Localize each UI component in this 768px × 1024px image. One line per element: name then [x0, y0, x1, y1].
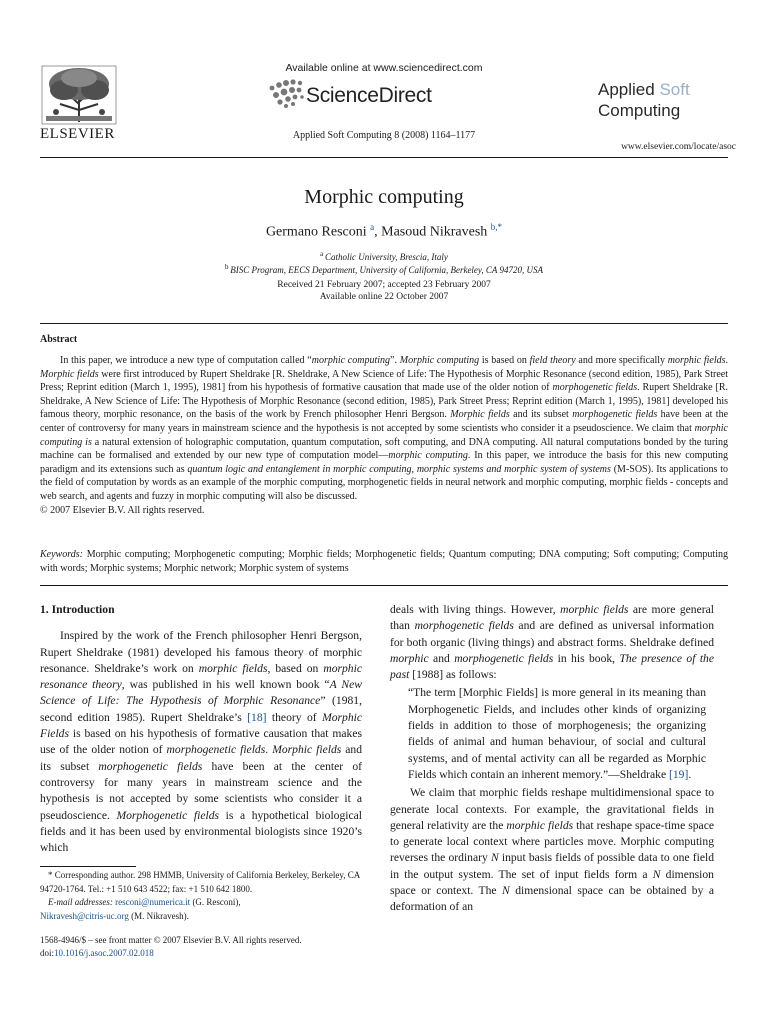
sciencedirect-wordmark: ScienceDirect	[306, 84, 432, 107]
header-divider	[40, 157, 728, 158]
footnotes: * Corresponding author. 298 HMMB, University of California Berkeley, Berkeley, CA 94720-1764. Tel.: +1 510 643 4522; fax: +1 510 642 1800. E-mail addresses: resconi@numerica.it (G. Resconi), Nikravesh@citris-uc.org (M. Nikravesh).	[40, 869, 362, 923]
email-link-nikravesh[interactable]: Nikravesh@citris-uc.org	[40, 910, 129, 921]
reference-link[interactable]: [19]	[669, 767, 689, 781]
front-matter	[40, 934, 370, 960]
doi-line: doi:10.1016/j.asoc.2007.02.018	[40, 948, 154, 958]
abstract-text: In this paper, we introduce a new type of computation called “morphic computing”. Morphic computing is based on field theory and more specifically morphic fields. Morphic fields were first introduced by Rupert Sheldrake [R. Sheldrake, A New Science of Life: The Hypothesis of Morphic Resonance (second edition, 1985), Park Street Press; Reprint edition (March 1, 1995), 1981] from his hypothesis of formative causation that made use of the older notion of morphogenetic fields. Rupert Sheldrake [R. Sheldrake, A New Science of Life: The Hypothesis of Morphic Resonance (second edition, 1985), Park Street Press; Reprint edition (March 1, 1995), 1981] developed his famous theory, morphic resonance, on the basis of the work by French philosopher Henri Bergson. Morphic fields and its subset morphogenetic fields have been at the center of controversy for many years in mainstream science and the hypothesis is not accepted by some scientists who consider it a pseudoscience. We claim that morphic computing is a natural extension of holographic computation, quantum computation, soft computing, and DNA computing. All natural computations bonded by the turing machine can be formalised and extended by our new type of computation model—morphic computing. In this paper, we introduce the basis for this new computing paradigm and its extensions such as quantum logic and entanglement in morphic computing, morphic systems and morphic system of systems (M-SOS). Its applications to the field of computation by words as an example of the morphic computing, morphogenetic fields in neural network and morphic computing, morphic fields - concepts and web search, and agents and fuzzy in morphic computing will also be discussed. © 2007 Elsevier B.V. All rights reserved.	[40, 355, 729, 516]
author-list: Germano Resconi $^a$, Masoud Nikravesh $^{b,*}$	[265, 222, 503, 240]
journal-brand-line1: Applied Soft	[598, 80, 690, 99]
author-nikravesh: Masoud Nikravesh	[381, 224, 488, 240]
journal-brand-soft: Soft	[659, 80, 690, 99]
sheldrake-quote: “The term [Morphic Fields] is more general in its meaning than Morphogenetic Fields, and includes other kinds of organizing fields in addition to those of morphogenesis; the organizing fields of animal and human behaviour, of social and cultural systems, and of mental activity can all be regarded as Morphic Fields which contain an inherent memory.”—Sheldrake [19].	[408, 686, 706, 781]
keywords: Keywords: Morphic computing; Morphogenetic computing; Morphic fields; Morphogenetic fields; Quantum computing; DNA computing; Soft computing; Computing with words; Morphic systems; Morphic network; Morphic system of systems	[40, 549, 728, 574]
abstract-copyright: © 2007 Elsevier B.V. All rights reserved.	[40, 504, 205, 516]
issn-line: 1568-4946/$ – see front matter © 2007 Elsevier B.V. All rights reserved.	[40, 935, 302, 945]
journal-citation: Applied Soft Computing 8 (2008) 1164–1177	[292, 130, 476, 141]
received-dates: Received 21 February 2007; accepted 23 February 2007	[277, 280, 491, 290]
available-online-text: Available online at www.sciencedirect.com	[285, 62, 483, 74]
abstract-divider	[40, 323, 728, 324]
available-date: Available online 22 October 2007	[319, 292, 449, 302]
section-heading-introduction: 1. Introduction	[40, 603, 115, 616]
article-title: Morphic computing	[304, 186, 464, 208]
abstract-heading: Abstract	[40, 334, 78, 345]
journal-brand-line2: Computing	[598, 101, 681, 120]
reference-link[interactable]: [18]	[247, 710, 267, 724]
author-resconi: Germano Resconi	[265, 224, 367, 240]
affiliation-b: $^b$ BISC Program, EECS Department, University of California, Berkeley, CA 94720, USA	[224, 263, 544, 275]
keywords-divider	[40, 585, 728, 586]
affiliation-a: $^a$ Catholic University, Brescia, Italy	[320, 250, 448, 262]
left-column: 1. Introduction Inspired by the work of the French philosopher Henri Bergson, Rupert Sheldrake (1981) developed his famous theory of morphic resonance. Sheldrake’s work on morphic fields, based on morphic resonance theory, was published in his well known book “A New Science of Life: The Hypothesis of Morphic Resonance” (1981, second edition 1985). Rupert Sheldrake’s [18] theory of Morphic Fields is based on his hypothesis of formative causation that makes use of the older notion of morphogenetic fields. Morphic fields and its subset morphogenetic fields have been at the center of controversy for many years in mainstream science and the hypothesis is not accepted by some scientists who consider it a pseudoscience. Morphogenetic fields is a hypothetical biological fields and it has been used by environmental biologists since 1920’s which	[40, 603, 363, 855]
right-column: deals with living things. However, morphic fields are more general than morphogenetic fields and are defined as universal information for both organic (living things) and abstract forms. Sheldrake defined morphic and morphogenetic fields in his book, The presence of the past [1988] as follows: “The term [Morphic Fields] is more general in its meaning than Morphogenetic Fields, and includes other kinds of organizing fields in addition to those of morphogenesis; the organizing fields of animal and human behaviour, of social and cultural systems, and of mental activity can all be regarded as Morphic Fields which contain an inherent memory.”—Sheldrake [19]. We claim that morphic fields reshape multidimensional space to generate local contexts. For example, the gravitational fields in general relativity are the morphic fields that reshape space-time space to generate local context where particles move. Morphic computing reverses the ordinary N input basis fields of possible data to one field in the output system. The set of input fields form a N dimension space or context. The N dimensional space can be obtained by a deformation of an	[390, 603, 714, 914]
keywords-label: Keywords:	[40, 549, 83, 560]
footnote-rule	[40, 866, 136, 867]
doi-link[interactable]: 10.1016/j.asoc.2007.02.018	[54, 948, 154, 958]
corresponding-author-note: * Corresponding author. 298 HMMB, University of California Berkeley, Berkeley, CA 94720-1764. Tel.: +1 510 643 4522; fax: +1 510 642 1800.	[40, 870, 360, 894]
journal-url[interactable]: www.elsevier.com/locate/asoc	[621, 142, 736, 152]
publisher-name: ELSEVIER	[40, 126, 115, 142]
email-link-resconi[interactable]: resconi@numerica.it	[115, 897, 191, 907]
